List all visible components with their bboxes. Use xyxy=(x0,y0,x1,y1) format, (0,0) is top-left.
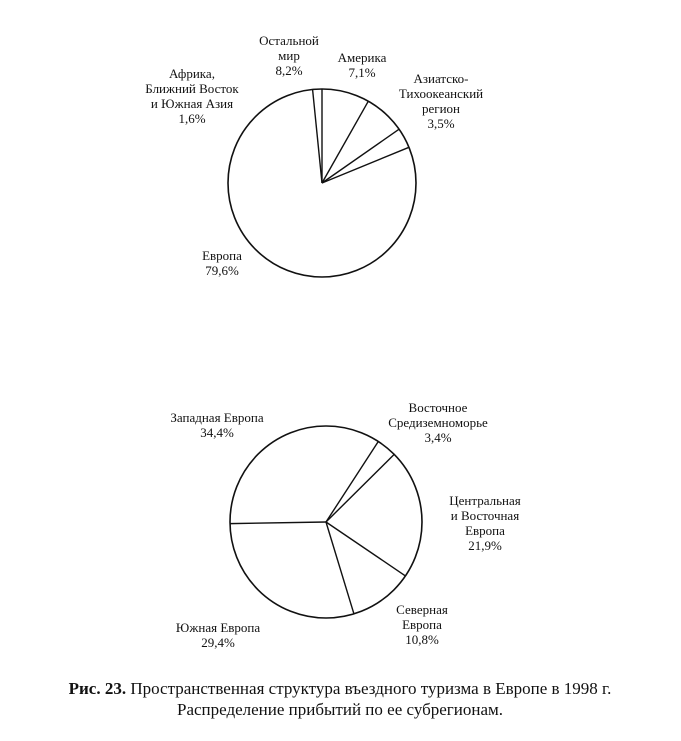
pie-slice-name: Остальной xyxy=(259,33,319,48)
pie-slice-name: Европа xyxy=(465,523,505,538)
pie-slice-name: Южная Европа xyxy=(175,620,261,635)
pie-slice-value: 1,6% xyxy=(178,111,206,126)
pie-chart-2 xyxy=(0,380,681,670)
pie-chart-1 xyxy=(0,0,681,340)
pie-slice-name: Азиатско- xyxy=(413,71,469,86)
pie-slice-name: Америка xyxy=(337,50,387,65)
pie-slice-name: Центральная xyxy=(449,493,521,508)
pie-slice-boundary xyxy=(313,89,322,183)
pie-chart-2-svg xyxy=(0,380,681,670)
pie-slice-value: 8,2% xyxy=(275,63,303,78)
pie-slice-name: Западная Европа xyxy=(170,410,264,425)
pie-slice-name: Северная xyxy=(396,602,448,617)
caption-prefix: Рис. 23. xyxy=(68,679,127,698)
pie-slice-value: 79,6% xyxy=(205,263,239,278)
pie-slice-label xyxy=(202,248,242,278)
pie-slice-label xyxy=(396,602,448,647)
pie-slice-value: 10,8% xyxy=(405,632,439,647)
pie-slice-value: 34,4% xyxy=(200,425,234,440)
pie-slice-boundary xyxy=(230,522,326,524)
figure-caption xyxy=(40,678,640,720)
pie-slice-value: 3,4% xyxy=(424,430,452,445)
pie-slice-name: и Южная Азия xyxy=(150,96,234,111)
pie-slice-name: Европа xyxy=(402,617,442,632)
pie-slice-boundary xyxy=(322,101,368,183)
pie-slice-name: мир xyxy=(278,48,300,63)
pie-slice-boundary xyxy=(326,522,405,576)
pie-slice-value: 21,9% xyxy=(468,538,502,553)
pie-slice-label xyxy=(388,400,488,445)
pie-slice-boundary xyxy=(326,454,394,522)
pie-slice-name: Средиземноморье xyxy=(388,415,488,430)
pie-slice-label xyxy=(145,66,238,126)
pie-slice-name: Африка, xyxy=(169,66,215,81)
pie-slice-name: и Восточная xyxy=(450,508,520,523)
pie-slice-label xyxy=(170,410,263,440)
caption-text: Пространственная структура въездного туризма в Европе в 1998 г. Распределение прибытий по ее субрегионам. xyxy=(130,679,612,719)
pie-slice-value: 3,5% xyxy=(427,116,455,131)
pie-slice-name: регион xyxy=(421,101,461,116)
pie-slice-boundary xyxy=(326,441,378,522)
pie-slice-label xyxy=(399,71,483,131)
pie-slice-value: 7,1% xyxy=(348,65,376,80)
pie-slice-label xyxy=(449,493,520,553)
pie-slice-label xyxy=(338,50,387,80)
pie-slice-name: Европа xyxy=(202,248,242,263)
pie-slice-label xyxy=(259,33,319,78)
pie-slice-boundary xyxy=(326,522,354,614)
pie-slice-name: Восточное xyxy=(408,400,468,415)
pie-slice-name: Тихоокеанский xyxy=(398,86,484,101)
pie-slice-value: 29,4% xyxy=(201,635,235,650)
pie-slice-label xyxy=(176,620,260,650)
pie-slice-name: Ближний Восток xyxy=(145,81,239,96)
